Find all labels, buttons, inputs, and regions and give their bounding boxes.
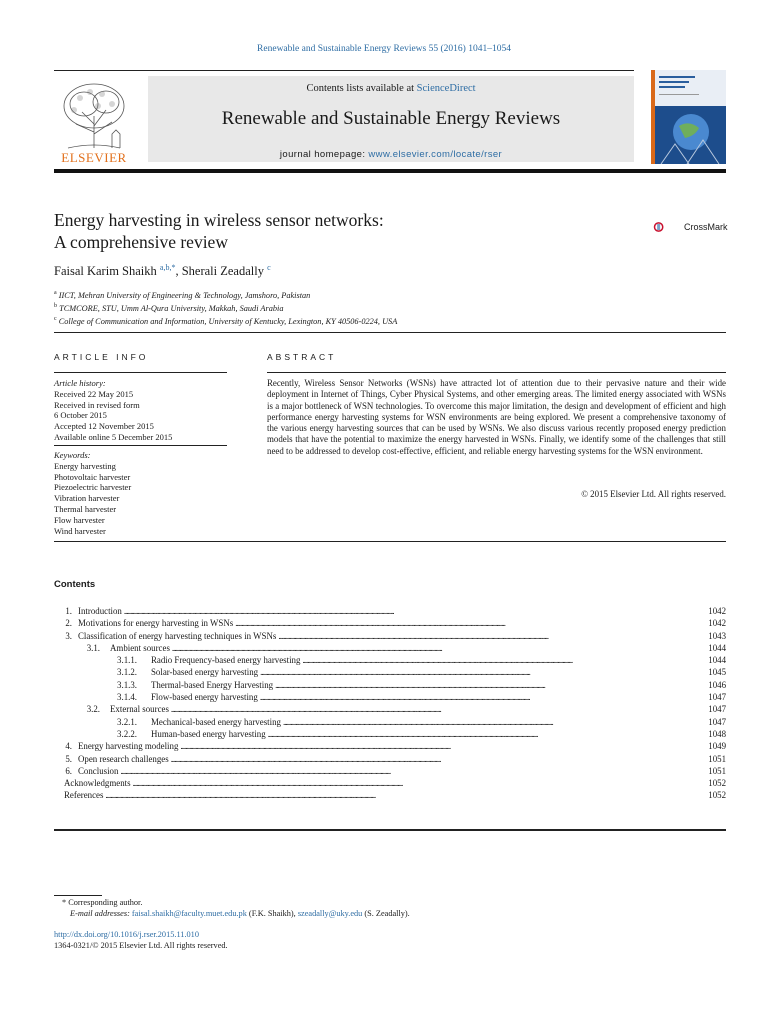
toc-entry[interactable]: [54, 617, 726, 629]
article-info-rule: [54, 372, 227, 373]
toc-title[interactable]: Classification of energy harvesting techniques in WSNs: [78, 630, 277, 641]
toc-leader-dots: [276, 630, 702, 642]
journal-masthead: [54, 70, 726, 173]
toc-entry[interactable]: [54, 654, 726, 666]
toc-title[interactable]: References: [64, 790, 104, 801]
keyword: Flow harvester: [54, 514, 105, 525]
article-title-line-1: Energy harvesting in wireless sensor networks:: [54, 210, 384, 230]
toc-page-number: 1052: [708, 778, 726, 789]
toc-number: 5.: [65, 753, 72, 764]
article-history-rule: [54, 445, 227, 446]
toc-title[interactable]: Mechanical-based energy harvesting: [151, 716, 281, 727]
article-info-heading: ARTICLE INFO: [54, 352, 149, 362]
toc-page-number: 1051: [708, 765, 726, 776]
article-history: [54, 378, 227, 443]
table-of-contents: [54, 605, 726, 802]
history-date: Available online 5 December 2015: [54, 431, 173, 442]
toc-title[interactable]: Energy harvesting modeling: [78, 741, 179, 752]
toc-number: 3.1.: [86, 642, 100, 653]
toc-page-number: 1043: [708, 630, 726, 641]
toc-entry[interactable]: [54, 666, 726, 678]
author-name: Faisal Karim Shaikh: [54, 264, 157, 279]
toc-leader-dots: [169, 753, 702, 765]
email-link[interactable]: szeadally@uky.edu: [297, 909, 363, 918]
toc-title[interactable]: Motivations for energy harvesting in WSNs: [78, 618, 234, 629]
author-list: [54, 263, 271, 279]
keyword: Wind harvester: [54, 525, 106, 536]
toc-page-number: 1044: [708, 642, 726, 653]
contents-prefix: Contents lists available at: [306, 83, 417, 94]
toc-leader-dots: [300, 654, 702, 666]
toc-leader-dots: [281, 716, 702, 728]
toc-title[interactable]: Human-based energy harvesting: [151, 728, 266, 739]
article-title-line-2: A comprehensive review: [54, 232, 228, 252]
abstract-text: Recently, Wireless Sensor Networks (WSNs) have attracted lot of attention due to their pervasive nature and their wide deployment in Internet of Things, Cyber Physical Systems, and other emerging areas. The limited energy associated with WSNs is a major bottleneck of WSN technologies. To overcome this major limitation, the design and development of efficient and high performance energy harvesting systems for WSN environments are being explored. We present a comprehensive taxonomy of the various energy harvesting sources that can be used by WSNs. We also discuss various recently proposed energy prediction models that have the potential to maximize the energy harvested in WSNs. Finally, we identify some of the challenges that still need to be addressed to develop cost-effective, efficient, and reliable energy harvesting systems for the WSN environment.: [267, 378, 726, 456]
toc-title[interactable]: Conclusion: [78, 765, 119, 776]
toc-page-number: 1045: [708, 667, 726, 678]
journal-cover-image: [651, 70, 726, 164]
toc-title[interactable]: Flow-based energy harvesting: [151, 692, 258, 703]
toc-entry[interactable]: [54, 789, 726, 801]
affiliation-text: TCMCORE, STU, Umm Al-Qura University, Makkah, Saudi Arabia: [59, 303, 284, 313]
homepage-link[interactable]: www.elsevier.com/locate/rser: [368, 149, 503, 160]
toc-leader-dots: [170, 642, 702, 654]
toc-leader-dots: [103, 789, 702, 801]
toc-entry[interactable]: [54, 605, 726, 617]
toc-entry[interactable]: [54, 630, 726, 642]
toc-title[interactable]: Introduction: [78, 606, 122, 616]
toc-number: 3.1.1.: [117, 655, 137, 666]
email-addresses: [70, 909, 410, 918]
affiliation-mark: c: [54, 315, 57, 322]
author-name: Sherali Zeadally: [181, 264, 264, 279]
email-link[interactable]: faisal.shaikh@faculty.muet.edu.pk: [131, 909, 247, 918]
toc-page-number: 1052: [708, 790, 726, 801]
toc-entry[interactable]: [54, 777, 726, 789]
history-date: Accepted 12 November 2015: [54, 421, 154, 432]
affiliation-mark: b: [54, 302, 57, 309]
toc-page-number: 1046: [708, 679, 726, 690]
toc-leader-dots: [169, 703, 702, 715]
toc-number: 3.2.: [86, 704, 100, 715]
toc-entry[interactable]: [54, 753, 726, 765]
toc-entry[interactable]: [54, 740, 726, 752]
journal-homepage-line: [148, 149, 634, 160]
toc-page-number: 1047: [708, 716, 726, 727]
abstract-heading: ABSTRACT: [267, 352, 337, 362]
toc-entry[interactable]: [54, 691, 726, 703]
history-date: 6 October 2015: [54, 410, 107, 421]
toc-number: 4.: [65, 741, 72, 752]
toc-title[interactable]: Acknowledgments: [64, 778, 131, 789]
toc-title[interactable]: Radio Frequency-based energy harvesting: [151, 655, 301, 666]
toc-title[interactable]: Thermal-based Energy Harvesting: [151, 679, 274, 690]
sciencedirect-link[interactable]: ScienceDirect: [416, 83, 476, 94]
doi-url[interactable]: http://dx.doi.org/10.1016/j.rser.2015.11.010: [54, 930, 199, 939]
history-date: Received 22 May 2015: [54, 388, 134, 399]
toc-page-number: 1042: [708, 606, 726, 616]
footnote-rule: [54, 895, 102, 896]
keyword: Energy harvesting: [54, 460, 116, 471]
header-divider: [54, 332, 726, 333]
toc-number: 2.: [65, 618, 72, 629]
affiliations: [54, 288, 397, 327]
affiliation-text: IICT, Mehran University of Engineering & Technology, Jamshoro, Pakistan: [58, 290, 311, 300]
abstract-copyright: © 2015 Elsevier Ltd. All rights reserved.: [581, 489, 726, 499]
toc-entry[interactable]: [54, 703, 726, 715]
toc-number: 3.1.4.: [117, 692, 137, 703]
toc-leader-dots: [258, 666, 702, 678]
affiliation-line: [54, 314, 397, 327]
toc-number: 3.2.1.: [117, 716, 137, 727]
journal-title: Renewable and Sustainable Energy Reviews: [221, 108, 561, 129]
toc-title[interactable]: Solar-based energy harvesting: [151, 667, 259, 678]
toc-page-number: 1044: [708, 655, 726, 666]
contents-available-line: [148, 83, 634, 94]
toc-leader-dots: [118, 765, 702, 777]
toc-leader-dots: [258, 691, 702, 703]
affiliation-text: College of Communication and Information, University of Kentucky, Lexington, KY 40506-0224, USA: [58, 316, 398, 326]
keyword: Photovoltaic harvester: [54, 471, 131, 482]
doi-link[interactable]: [54, 930, 199, 939]
issn-line: 1364-0321/© 2015 Elsevier Ltd. All rights reserved.: [54, 941, 228, 950]
article-history-label: Article history:: [54, 378, 106, 388]
toc-entry[interactable]: [54, 716, 726, 728]
author-affiliation-marks[interactable]: a,b,*: [159, 263, 176, 272]
keyword: Thermal harvester: [54, 503, 117, 514]
abstract-rule: [267, 372, 726, 373]
toc-number: 3.1.3.: [117, 679, 137, 690]
keywords-block: [54, 450, 227, 536]
affiliation-mark: a: [54, 290, 57, 296]
toc-number: 1.: [65, 606, 72, 616]
keyword: Piezoelectric harvester: [54, 482, 132, 493]
toc-leader-dots: [273, 679, 702, 691]
toc-entry[interactable]: [54, 679, 726, 691]
contents-heading: Contents: [54, 579, 96, 590]
crossmark-icon[interactable]: [653, 212, 683, 242]
toc-title[interactable]: External sources: [110, 704, 169, 715]
journal-reference[interactable]: Renewable and Sustainable Energy Reviews 55 (2016) 1041–1054: [257, 44, 511, 54]
toc-page-number: 1042: [708, 618, 726, 629]
article-title: [54, 209, 614, 253]
toc-page-number: 1047: [708, 692, 726, 703]
toc-leader-dots: [266, 728, 702, 740]
toc-leader-dots: [122, 605, 702, 617]
email-owner: (F.K. Shaikh),: [246, 909, 298, 918]
toc-page-number: 1048: [708, 728, 726, 739]
toc-leader-dots: [233, 617, 702, 629]
email-label: E-mail addresses:: [70, 909, 132, 918]
contents-bottom-rule: [54, 829, 726, 831]
keyword: Vibration harvester: [54, 493, 120, 504]
toc-title[interactable]: Ambient sources: [110, 642, 170, 653]
abstract-divider: [54, 541, 726, 542]
masthead-bottom-rule: [54, 169, 726, 173]
toc-entry[interactable]: [54, 765, 726, 777]
corresponding-author-note: * Corresponding author.: [62, 898, 143, 907]
toc-page-number: 1047: [708, 704, 726, 715]
affiliation-line: [54, 288, 397, 301]
journal-info-box: [148, 76, 634, 162]
homepage-prefix: journal homepage:: [279, 149, 369, 160]
toc-number: 3.1.2.: [117, 667, 137, 678]
toc-entry[interactable]: [54, 642, 726, 654]
history-date: Received in revised form: [54, 399, 140, 410]
author-separator: ,: [175, 264, 182, 279]
keywords-label: Keywords:: [54, 450, 91, 460]
toc-number: 3.2.2.: [117, 728, 137, 739]
publisher-name: ELSEVIER: [61, 150, 127, 165]
toc-page-number: 1049: [708, 741, 726, 752]
masthead-top-rule: [54, 70, 634, 71]
toc-number: 3.: [65, 630, 72, 641]
author-affiliation-marks[interactable]: c: [267, 263, 271, 272]
toc-page-number: 1051: [708, 753, 726, 764]
toc-leader-dots: [178, 740, 702, 752]
crossmark-label[interactable]: CrossMark: [684, 222, 728, 232]
toc-entry[interactable]: [54, 728, 726, 740]
toc-leader-dots: [131, 777, 702, 789]
toc-title[interactable]: Open research challenges: [78, 753, 169, 764]
toc-number: 6.: [65, 765, 72, 776]
affiliation-line: [54, 301, 397, 314]
email-owner: (S. Zeadally).: [362, 909, 410, 918]
